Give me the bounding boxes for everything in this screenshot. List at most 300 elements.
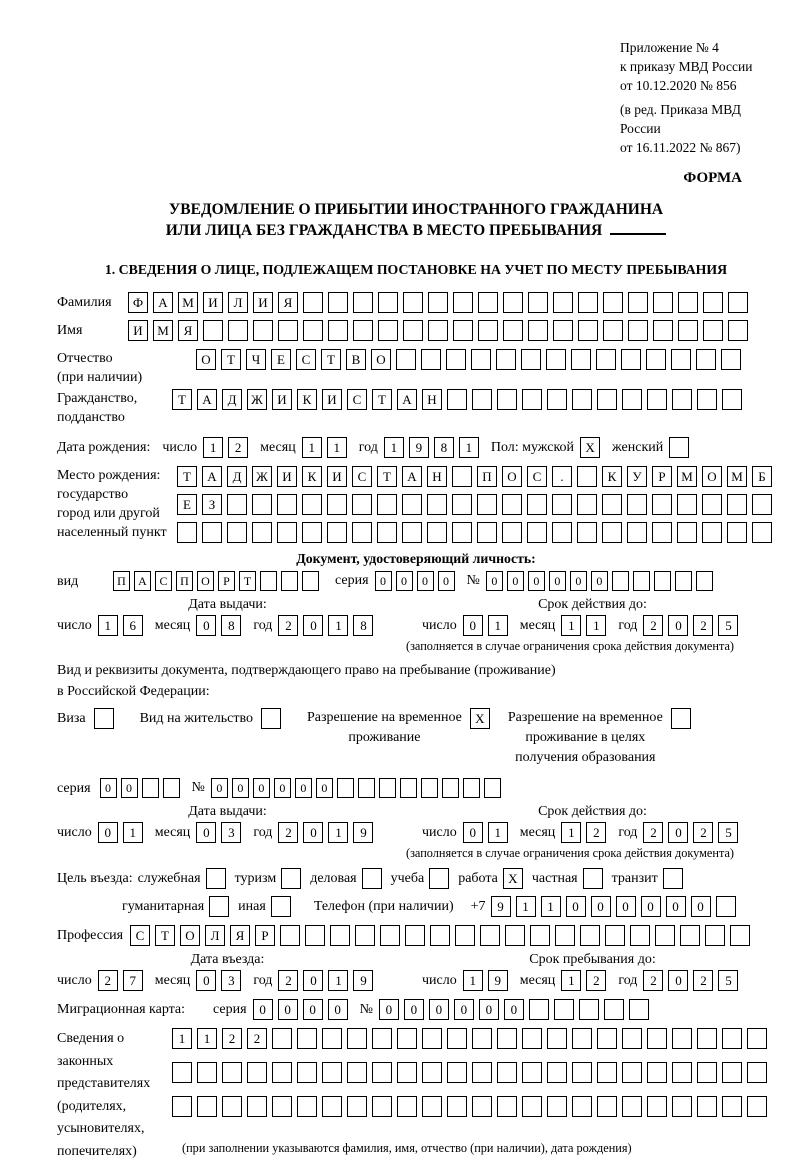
form-cell[interactable]: 0	[463, 822, 483, 843]
form-cell[interactable]: М	[178, 292, 198, 313]
form-cell[interactable]	[397, 1062, 417, 1083]
form-cell[interactable]	[547, 389, 567, 410]
form-cell[interactable]: 1	[172, 1028, 192, 1049]
form-cell[interactable]	[722, 1062, 742, 1083]
form-cell[interactable]	[528, 292, 548, 313]
form-cell[interactable]: З	[202, 494, 222, 515]
form-cell[interactable]: Л	[205, 925, 225, 946]
form-cell[interactable]	[747, 1028, 767, 1049]
form-cell[interactable]	[247, 1096, 267, 1117]
form-cell[interactable]	[322, 1062, 342, 1083]
form-cell[interactable]	[453, 320, 473, 341]
form-cell[interactable]	[505, 925, 525, 946]
form-cell[interactable]: 1	[328, 970, 348, 991]
form-cell[interactable]: О	[702, 466, 722, 487]
form-cell[interactable]: И	[203, 292, 223, 313]
form-cell[interactable]	[430, 925, 450, 946]
form-cell[interactable]: А	[197, 389, 217, 410]
form-cell[interactable]: 1	[327, 437, 347, 458]
form-cell[interactable]: 2	[278, 970, 298, 991]
form-cell[interactable]: 0	[375, 571, 392, 591]
form-cell[interactable]	[663, 868, 683, 889]
form-cell[interactable]	[447, 1028, 467, 1049]
form-cell[interactable]	[597, 1028, 617, 1049]
form-cell[interactable]	[402, 522, 422, 543]
form-cell[interactable]: 0	[303, 999, 323, 1020]
form-cell[interactable]: 0	[404, 999, 424, 1020]
form-cell[interactable]: Н	[422, 389, 442, 410]
form-cell[interactable]: 0	[507, 571, 524, 591]
form-cell[interactable]	[528, 320, 548, 341]
form-cell[interactable]: 1	[561, 970, 581, 991]
form-cell[interactable]	[571, 349, 591, 370]
form-cell[interactable]	[277, 522, 297, 543]
form-cell[interactable]	[503, 320, 523, 341]
form-cell[interactable]	[672, 1096, 692, 1117]
form-cell[interactable]	[522, 1028, 542, 1049]
form-cell[interactable]	[628, 292, 648, 313]
form-cell[interactable]	[677, 522, 697, 543]
form-cell[interactable]: 1	[459, 437, 479, 458]
form-cell[interactable]	[305, 925, 325, 946]
form-cell[interactable]	[553, 292, 573, 313]
form-cell[interactable]	[452, 522, 472, 543]
form-cell[interactable]: У	[627, 466, 647, 487]
form-cell[interactable]	[577, 466, 597, 487]
form-cell[interactable]	[703, 320, 723, 341]
form-cell[interactable]: М	[677, 466, 697, 487]
form-cell[interactable]	[472, 1062, 492, 1083]
form-cell[interactable]	[522, 389, 542, 410]
form-cell[interactable]	[402, 494, 422, 515]
form-cell[interactable]	[472, 389, 492, 410]
form-cell[interactable]: 9	[353, 970, 373, 991]
form-cell[interactable]	[322, 1096, 342, 1117]
form-cell[interactable]	[622, 1062, 642, 1083]
form-cell[interactable]	[447, 1096, 467, 1117]
form-cell[interactable]	[752, 494, 772, 515]
form-cell[interactable]	[446, 349, 466, 370]
form-cell[interactable]	[227, 522, 247, 543]
form-cell[interactable]: 1	[197, 1028, 217, 1049]
form-cell[interactable]	[327, 494, 347, 515]
form-cell[interactable]: А	[397, 389, 417, 410]
form-cell[interactable]: А	[202, 466, 222, 487]
form-cell[interactable]	[353, 320, 373, 341]
form-cell[interactable]	[252, 494, 272, 515]
form-cell[interactable]: И	[128, 320, 148, 341]
form-cell[interactable]: 6	[123, 615, 143, 636]
form-cell[interactable]: 1	[516, 896, 536, 917]
form-cell[interactable]	[421, 778, 438, 798]
form-cell[interactable]: 1	[586, 615, 606, 636]
form-cell[interactable]	[654, 571, 671, 591]
form-cell[interactable]: О	[196, 349, 216, 370]
form-cell[interactable]: 0	[121, 778, 138, 798]
form-cell[interactable]	[527, 494, 547, 515]
form-cell[interactable]	[328, 292, 348, 313]
form-cell[interactable]	[328, 320, 348, 341]
form-cell[interactable]: 2	[643, 615, 663, 636]
form-cell[interactable]	[546, 349, 566, 370]
form-cell[interactable]	[303, 292, 323, 313]
form-cell[interactable]: 2	[693, 822, 713, 843]
form-cell[interactable]	[428, 292, 448, 313]
form-cell[interactable]: X	[503, 868, 523, 889]
form-cell[interactable]	[577, 494, 597, 515]
form-cell[interactable]	[172, 1096, 192, 1117]
form-cell[interactable]: 0	[566, 896, 586, 917]
form-cell[interactable]	[597, 1096, 617, 1117]
form-cell[interactable]: П	[113, 571, 130, 591]
form-cell[interactable]	[355, 925, 375, 946]
form-cell[interactable]: 0	[253, 778, 270, 798]
form-cell[interactable]: 2	[98, 970, 118, 991]
form-cell[interactable]	[521, 349, 541, 370]
form-cell[interactable]	[627, 494, 647, 515]
form-cell[interactable]	[277, 494, 297, 515]
form-cell[interactable]	[302, 494, 322, 515]
form-cell[interactable]	[281, 868, 301, 889]
form-cell[interactable]: Т	[172, 389, 192, 410]
form-cell[interactable]	[675, 571, 692, 591]
form-cell[interactable]	[142, 778, 159, 798]
form-cell[interactable]	[602, 522, 622, 543]
form-cell[interactable]: 0	[295, 778, 312, 798]
form-cell[interactable]	[278, 320, 298, 341]
form-cell[interactable]	[697, 1062, 717, 1083]
form-cell[interactable]	[353, 292, 373, 313]
form-cell[interactable]	[203, 320, 223, 341]
form-cell[interactable]: 1	[302, 437, 322, 458]
form-cell[interactable]: 0	[570, 571, 587, 591]
form-cell[interactable]	[372, 1062, 392, 1083]
form-cell[interactable]	[452, 494, 472, 515]
form-cell[interactable]: 2	[222, 1028, 242, 1049]
form-cell[interactable]: Т	[321, 349, 341, 370]
form-cell[interactable]: С	[527, 466, 547, 487]
form-cell[interactable]	[271, 896, 291, 917]
form-cell[interactable]	[463, 778, 480, 798]
form-cell[interactable]: И	[327, 466, 347, 487]
form-cell[interactable]: 0	[691, 896, 711, 917]
form-cell[interactable]	[502, 522, 522, 543]
form-cell[interactable]	[747, 1096, 767, 1117]
form-cell[interactable]: 9	[491, 896, 511, 917]
form-cell[interactable]: 0	[641, 896, 661, 917]
form-cell[interactable]: А	[402, 466, 422, 487]
form-cell[interactable]: 0	[211, 778, 228, 798]
form-cell[interactable]	[722, 389, 742, 410]
form-cell[interactable]	[347, 1062, 367, 1083]
form-cell[interactable]: 5	[718, 822, 738, 843]
form-cell[interactable]	[547, 1096, 567, 1117]
form-cell[interactable]	[721, 349, 741, 370]
form-cell[interactable]: О	[180, 925, 200, 946]
form-cell[interactable]	[577, 522, 597, 543]
form-cell[interactable]	[547, 1028, 567, 1049]
form-cell[interactable]	[206, 868, 226, 889]
form-cell[interactable]: О	[197, 571, 214, 591]
form-cell[interactable]	[397, 1028, 417, 1049]
form-cell[interactable]	[553, 320, 573, 341]
form-cell[interactable]: 2	[643, 970, 663, 991]
form-cell[interactable]	[372, 1028, 392, 1049]
form-cell[interactable]	[452, 466, 472, 487]
form-cell[interactable]	[497, 1028, 517, 1049]
form-cell[interactable]: 0	[549, 571, 566, 591]
form-cell[interactable]: 2	[586, 822, 606, 843]
form-cell[interactable]	[612, 571, 629, 591]
form-cell[interactable]: 0	[396, 571, 413, 591]
form-cell[interactable]	[337, 778, 354, 798]
form-cell[interactable]: 1	[488, 822, 508, 843]
form-cell[interactable]	[209, 896, 229, 917]
form-cell[interactable]	[327, 522, 347, 543]
form-cell[interactable]: И	[322, 389, 342, 410]
form-cell[interactable]: П	[176, 571, 193, 591]
form-cell[interactable]	[347, 1096, 367, 1117]
form-cell[interactable]: О	[502, 466, 522, 487]
form-cell[interactable]	[503, 292, 523, 313]
form-cell[interactable]: 2	[643, 822, 663, 843]
form-cell[interactable]: 0	[278, 999, 298, 1020]
form-cell[interactable]: 3	[221, 822, 241, 843]
form-cell[interactable]: 2	[278, 615, 298, 636]
form-cell[interactable]	[477, 494, 497, 515]
form-cell[interactable]	[442, 778, 459, 798]
form-cell[interactable]	[396, 349, 416, 370]
form-cell[interactable]	[522, 1096, 542, 1117]
form-cell[interactable]: Д	[222, 389, 242, 410]
form-cell[interactable]	[405, 925, 425, 946]
form-cell[interactable]: Т	[221, 349, 241, 370]
form-cell[interactable]	[678, 292, 698, 313]
form-cell[interactable]: 1	[488, 615, 508, 636]
form-cell[interactable]	[633, 571, 650, 591]
form-cell[interactable]	[622, 389, 642, 410]
form-cell[interactable]	[627, 522, 647, 543]
form-cell[interactable]: 1	[384, 437, 404, 458]
form-cell[interactable]: Т	[239, 571, 256, 591]
form-cell[interactable]	[728, 292, 748, 313]
form-cell[interactable]	[222, 1062, 242, 1083]
form-cell[interactable]	[428, 320, 448, 341]
form-cell[interactable]	[605, 925, 625, 946]
form-cell[interactable]	[297, 1062, 317, 1083]
form-cell[interactable]: 0	[100, 778, 117, 798]
form-cell[interactable]	[697, 1096, 717, 1117]
form-cell[interactable]: И	[272, 389, 292, 410]
form-cell[interactable]: 0	[479, 999, 499, 1020]
form-cell[interactable]: 2	[228, 437, 248, 458]
form-cell[interactable]	[247, 1062, 267, 1083]
form-cell[interactable]	[583, 868, 603, 889]
form-cell[interactable]: Т	[155, 925, 175, 946]
form-cell[interactable]	[429, 868, 449, 889]
form-cell[interactable]	[604, 999, 624, 1020]
form-cell[interactable]	[358, 778, 375, 798]
form-cell[interactable]	[472, 1096, 492, 1117]
form-cell[interactable]	[400, 778, 417, 798]
form-cell[interactable]	[261, 708, 281, 729]
form-cell[interactable]: 1	[561, 615, 581, 636]
form-cell[interactable]	[697, 1028, 717, 1049]
form-cell[interactable]	[703, 292, 723, 313]
form-cell[interactable]	[484, 778, 501, 798]
form-cell[interactable]	[671, 349, 691, 370]
form-cell[interactable]: 1	[123, 822, 143, 843]
form-cell[interactable]: 2	[247, 1028, 267, 1049]
form-cell[interactable]: 5	[718, 615, 738, 636]
form-cell[interactable]: 0	[668, 822, 688, 843]
form-cell[interactable]	[281, 571, 298, 591]
form-cell[interactable]	[697, 389, 717, 410]
form-cell[interactable]	[502, 494, 522, 515]
form-cell[interactable]: X	[580, 437, 600, 458]
form-cell[interactable]: 0	[196, 615, 216, 636]
form-cell[interactable]: А	[134, 571, 151, 591]
form-cell[interactable]	[197, 1096, 217, 1117]
form-cell[interactable]	[497, 1096, 517, 1117]
form-cell[interactable]: С	[155, 571, 172, 591]
form-cell[interactable]	[628, 320, 648, 341]
form-cell[interactable]	[652, 494, 672, 515]
form-cell[interactable]: 0	[454, 999, 474, 1020]
form-cell[interactable]: 2	[278, 822, 298, 843]
form-cell[interactable]: X	[470, 708, 490, 729]
form-cell[interactable]	[297, 1028, 317, 1049]
form-cell[interactable]	[622, 1096, 642, 1117]
form-cell[interactable]	[260, 571, 277, 591]
form-cell[interactable]: 3	[221, 970, 241, 991]
form-cell[interactable]	[427, 522, 447, 543]
form-cell[interactable]	[621, 349, 641, 370]
form-cell[interactable]	[330, 925, 350, 946]
form-cell[interactable]	[427, 494, 447, 515]
form-cell[interactable]: Д	[227, 466, 247, 487]
form-cell[interactable]: 9	[409, 437, 429, 458]
form-cell[interactable]: 1	[203, 437, 223, 458]
form-cell[interactable]	[572, 1096, 592, 1117]
form-cell[interactable]	[603, 292, 623, 313]
form-cell[interactable]	[678, 320, 698, 341]
form-cell[interactable]: С	[130, 925, 150, 946]
form-cell[interactable]	[597, 1062, 617, 1083]
form-cell[interactable]: 0	[429, 999, 449, 1020]
form-cell[interactable]	[653, 292, 673, 313]
form-cell[interactable]	[455, 925, 475, 946]
form-cell[interactable]: 0	[486, 571, 503, 591]
form-cell[interactable]	[403, 292, 423, 313]
form-cell[interactable]	[647, 1062, 667, 1083]
form-cell[interactable]: Р	[255, 925, 275, 946]
form-cell[interactable]: 0	[616, 896, 636, 917]
form-cell[interactable]	[497, 389, 517, 410]
form-cell[interactable]: 2	[586, 970, 606, 991]
form-cell[interactable]	[378, 292, 398, 313]
form-cell[interactable]: Н	[427, 466, 447, 487]
form-cell[interactable]	[471, 349, 491, 370]
form-cell[interactable]: Ж	[247, 389, 267, 410]
form-cell[interactable]	[253, 320, 273, 341]
form-cell[interactable]: 2	[693, 615, 713, 636]
form-cell[interactable]: 0	[196, 822, 216, 843]
form-cell[interactable]	[477, 522, 497, 543]
form-cell[interactable]	[597, 389, 617, 410]
form-cell[interactable]	[696, 349, 716, 370]
form-cell[interactable]	[527, 522, 547, 543]
form-cell[interactable]	[630, 925, 650, 946]
form-cell[interactable]: 9	[353, 822, 373, 843]
form-cell[interactable]: Р	[218, 571, 235, 591]
form-cell[interactable]	[377, 522, 397, 543]
form-cell[interactable]	[572, 1062, 592, 1083]
form-cell[interactable]: М	[153, 320, 173, 341]
form-cell[interactable]	[172, 1062, 192, 1083]
form-cell[interactable]	[728, 320, 748, 341]
form-cell[interactable]: К	[602, 466, 622, 487]
form-cell[interactable]	[702, 522, 722, 543]
form-cell[interactable]: 0	[253, 999, 273, 1020]
form-cell[interactable]	[596, 349, 616, 370]
form-cell[interactable]	[352, 522, 372, 543]
form-cell[interactable]	[362, 868, 382, 889]
form-cell[interactable]	[705, 925, 725, 946]
form-cell[interactable]: К	[302, 466, 322, 487]
form-cell[interactable]	[646, 349, 666, 370]
form-cell[interactable]	[530, 925, 550, 946]
form-cell[interactable]	[447, 1062, 467, 1083]
form-cell[interactable]	[272, 1062, 292, 1083]
form-cell[interactable]	[629, 999, 649, 1020]
form-cell[interactable]: И	[277, 466, 297, 487]
form-cell[interactable]: А	[153, 292, 173, 313]
form-cell[interactable]: 2	[693, 970, 713, 991]
form-cell[interactable]: 1	[541, 896, 561, 917]
form-cell[interactable]: .	[552, 466, 572, 487]
form-cell[interactable]	[555, 925, 575, 946]
form-cell[interactable]: И	[253, 292, 273, 313]
form-cell[interactable]: 0	[98, 822, 118, 843]
form-cell[interactable]	[552, 522, 572, 543]
form-cell[interactable]: 0	[666, 896, 686, 917]
form-cell[interactable]: Я	[278, 292, 298, 313]
form-cell[interactable]: Ж	[252, 466, 272, 487]
form-cell[interactable]	[727, 494, 747, 515]
form-cell[interactable]	[163, 778, 180, 798]
form-cell[interactable]	[578, 320, 598, 341]
form-cell[interactable]	[672, 389, 692, 410]
form-cell[interactable]	[302, 522, 322, 543]
form-cell[interactable]: 0	[303, 615, 323, 636]
form-cell[interactable]	[647, 389, 667, 410]
form-cell[interactable]: 8	[434, 437, 454, 458]
form-cell[interactable]	[552, 494, 572, 515]
form-cell[interactable]	[669, 437, 689, 458]
form-cell[interactable]	[378, 320, 398, 341]
form-cell[interactable]	[447, 389, 467, 410]
form-cell[interactable]	[730, 925, 750, 946]
form-cell[interactable]: 0	[379, 999, 399, 1020]
form-cell[interactable]	[422, 1096, 442, 1117]
form-cell[interactable]: Л	[228, 292, 248, 313]
form-cell[interactable]: 7	[123, 970, 143, 991]
form-cell[interactable]	[422, 1062, 442, 1083]
form-cell[interactable]	[94, 708, 114, 729]
form-cell[interactable]	[397, 1096, 417, 1117]
form-cell[interactable]	[228, 320, 248, 341]
